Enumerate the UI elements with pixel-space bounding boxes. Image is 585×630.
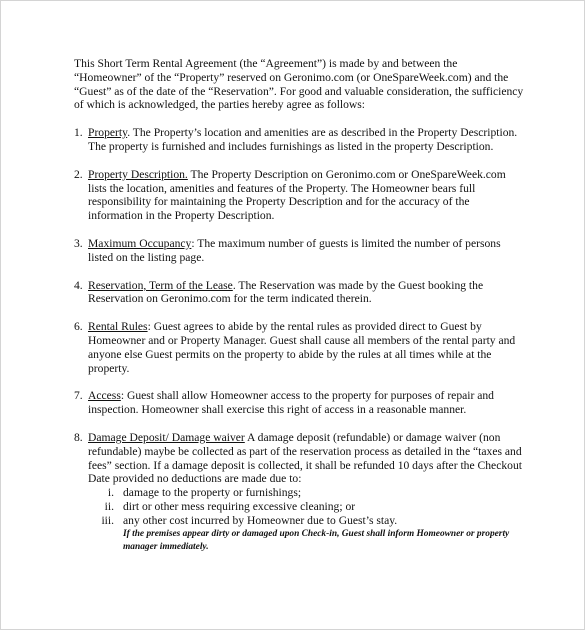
clause-text: : Guest agrees to abide by the rental rules as provided direct to Guest by Homeowner and or Property Manager. Guest shall cause all members of the rental party and anyone else Guest permits on the property to abide by the rules at all times while at the property. [88, 320, 516, 375]
subitem-i [74, 486, 524, 500]
clause-6 [74, 320, 524, 375]
clause-number: 7. [74, 389, 83, 403]
clause-title: Reservation, Term of the Lease [88, 278, 233, 292]
clause-number: 8. [74, 430, 83, 444]
clause-text: . The Property’s location and amenities are as described in the Property Description. The property is furnished and includes furnishings as listed in the property Description. [88, 126, 518, 153]
clause-text: A damage deposit (refundable) or damage waiver (non refundable) maybe be collected as part of the reservation process as detailed in the “taxes and fees” section. If a damage deposit is collected, it shall be refunded 10 days after the Checkout Date provided no deductions are made due to: [88, 430, 522, 486]
clause-text: . The Reservation was made by the Guest booking the Reservation on Geronimo.com for the term indicated therein. [88, 278, 484, 306]
subitem-text: damage to the property or furnishings; [123, 486, 302, 500]
clause-text: : The maximum number of guests is limited the number of persons listed on the listing page. [88, 236, 501, 264]
check-in-note: If the premises appear dirty or damaged upon Check-in, Guest shall inform Homeowner or property manager immediately. [123, 528, 510, 552]
clause-1 [74, 126, 524, 154]
intro-paragraph: This Short Term Rental Agreement (the “Agreement”) is made by and between the “Homeowner” of the “Property” reserved on Geronimo.com (or OneSpareWeek.com) and the “Guest” as of the date of the “Reservation”. For good and valuable consideration, the sufficiency of which is acknowledged, the parties hereby agree as follows: [74, 57, 524, 112]
clause-number: 3. [74, 236, 83, 250]
clause-text: The Property Description on Geronimo.com or OneSpareWeek.com lists the location, amenities and features of the Property. The Homeowner bears full responsibility for maintaining the Property Description and for the accuracy of the information in the Property Description. [88, 167, 506, 223]
clause-number: 4. [74, 278, 83, 292]
subitem-text: any other cost incurred by Homeowner due to Guest’s stay. [123, 513, 398, 527]
clause-number: 6. [74, 320, 83, 334]
subitem-iii [74, 514, 524, 528]
clause-number: 1. [74, 126, 83, 140]
subitem-number: i. [107, 486, 114, 500]
subitem-number: ii. [104, 499, 114, 513]
clause-title: Property [88, 126, 128, 140]
clause-4 [74, 279, 524, 307]
clause-8 [74, 431, 524, 486]
clause-title: Damage Deposit/ Damage waiver [88, 430, 245, 444]
clause-3 [74, 237, 524, 265]
clause-7 [74, 389, 524, 417]
subitem-number: iii. [101, 513, 114, 527]
clause-text: : Guest shall allow Homeowner access to the property for purposes of repair and inspection. Homeowner shall exercise this right of access in a reasonable manner. [88, 389, 494, 417]
clause-title: Access [88, 389, 121, 403]
clause-number: 2. [74, 167, 83, 181]
clause-title: Rental Rules [88, 320, 148, 334]
subitem-text: dirt or other mess requiring excessive cleaning; or [123, 499, 356, 513]
clause-title: Property Description. [88, 167, 188, 181]
subitem-ii [74, 500, 524, 514]
clause-2 [74, 168, 524, 223]
agreement-body [74, 57, 524, 554]
clause-title: Maximum Occupancy [88, 236, 192, 250]
